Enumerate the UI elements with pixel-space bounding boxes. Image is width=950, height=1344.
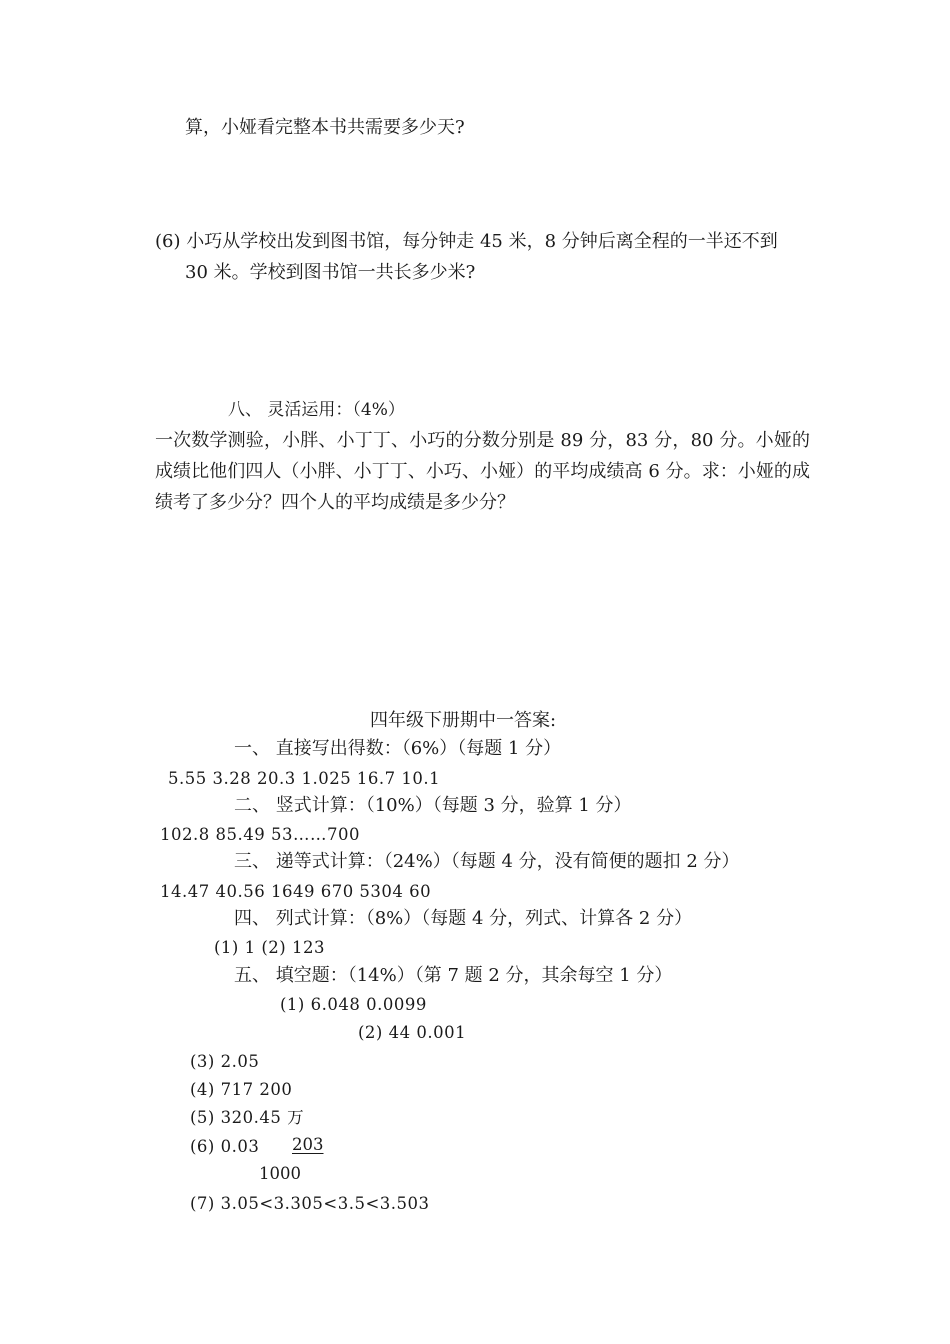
answer-section-3-values: 14.47 40.56 1649 670 5304 60 [160, 882, 432, 901]
question-6-line-2: 30 米。学校到图书馆一共长多少米? [185, 262, 476, 283]
answers-title: 四年级下册期中一答案: [370, 710, 557, 731]
answer-5-item-3: (3) 2.05 [190, 1052, 260, 1071]
answer-5-item-5: (5) 320.45 万 [190, 1108, 305, 1127]
answer-5-item-4: (4) 717 200 [190, 1080, 293, 1099]
fraction-numerator: 203 [292, 1135, 324, 1154]
question-6-line-1: (6) 小巧从学校出发到图书馆，每分钟走 45 米，8 分钟后离全程的一半还不到 [155, 231, 778, 252]
answer-section-4-values: (1) 1 (2) 123 [214, 938, 325, 957]
answer-section-1-heading: 一、 直接写出得数：（6%）（每题 1 分） [234, 738, 562, 759]
answer-5-item-6: (6) 0.03 [190, 1137, 260, 1156]
section-8-heading: 八、 灵活运用：（4%） [228, 400, 405, 420]
section-8-text: 一次数学测验，小胖、小丁丁、小巧的分数分别是 89 分，83 分，80 分。小娅的成绩比他们四人（小胖、小丁丁、小巧、小娅）的平均成绩高 6 分。求：小娅的成绩考了多少分？四个人的平均成绩是多少分？ [155, 430, 810, 513]
answer-section-4-heading: 四、 列式计算：（8%）（每题 4 分，列式、计算各 2 分） [234, 908, 693, 929]
answer-section-1-values: 5.55 3.28 20.3 1.025 16.7 10.1 [168, 769, 441, 788]
question-continuation: 算，小娅看完整本书共需要多少天? [185, 117, 465, 138]
answer-5-item-1: (1) 6.048 0.0099 [280, 995, 427, 1014]
answer-section-5-heading: 五、 填空题：（14%）（第 7 题 2 分，其余每空 1 分） [234, 965, 673, 986]
answer-section-3-heading: 三、 递等式计算：（24%）（每题 4 分，没有简便的题扣 2 分） [234, 851, 740, 872]
answer-5-item-7: (7) 3.05<3.305<3.5<3.503 [190, 1194, 430, 1213]
answer-section-2-heading: 二、 竖式计算：（10%）（每题 3 分，验算 1 分） [234, 795, 632, 816]
answer-5-item-2: (2) 44 0.001 [358, 1023, 467, 1042]
answer-section-2-values: 102.8 85.49 53……700 [160, 825, 360, 844]
fraction-denominator: 1000 [259, 1164, 301, 1183]
